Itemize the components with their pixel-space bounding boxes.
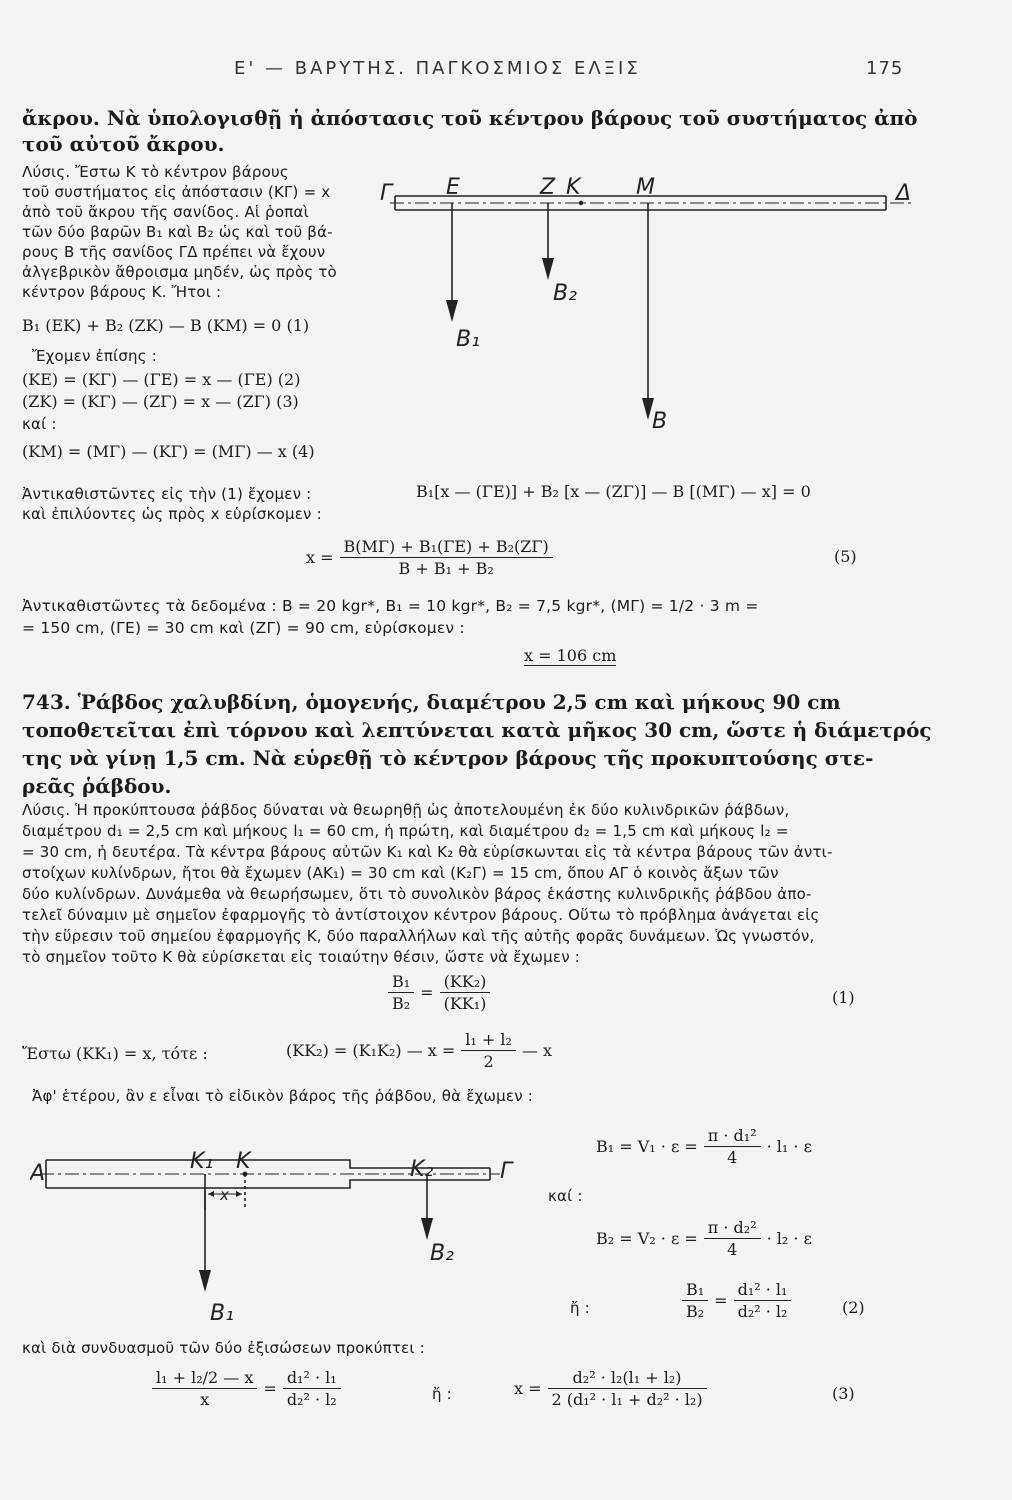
equation-1-number: (1) [832, 988, 855, 1007]
arrow-b1 [199, 1270, 211, 1292]
running-header: Ε' — ΒΑΡΥΤΗΣ. ΠΑΓΚΟΣΜΙΟΣ ΕΛΞΙΣ [234, 58, 641, 79]
label-d: Δ [896, 181, 912, 206]
q-den-left: B₂ [686, 1302, 705, 1321]
text-line: τὸ σημεῖον τοῦτο Κ θὰ εὑρίσκεται εἰς τοιαύτην θέσιν, ὥστε νὰ ἔχωμεν : [22, 948, 581, 966]
rod-diagram [30, 1148, 530, 1338]
given-values-1: Ἀντικαθιστῶντες τὰ δεδομένα : B = 20 kgr*, B₁ = 10 kgr*, B₂ = 7,5 kgr*, (ΜΓ) = 1/2 · 3 m = [22, 597, 759, 615]
b1-numerator: π · d₁² [704, 1126, 761, 1147]
equation-5-number: (5) [834, 547, 857, 566]
label-g: Γ [500, 1159, 513, 1184]
ratio-num-left: B₁ [388, 972, 414, 993]
b2-equation [596, 1218, 812, 1259]
solution-1-text [22, 162, 382, 302]
label-e: Ε [446, 175, 460, 200]
equation-5 [306, 532, 553, 582]
text-line: Λύσις. Ἡ προκύπτουσα ῥάβδος δύναται νὰ θεωρηθῇ ὡς ἀποτελουμένη ἐκ δύο κυλινδρικῶν ῥάβδων, [22, 801, 790, 819]
final-x-denominator: 2 (d₁² · l₁ + d₂² · l₂) [551, 1390, 703, 1409]
arrow-b2 [542, 258, 554, 280]
b2-numerator: π · d₂² [704, 1218, 761, 1239]
problem-743-line-4: ρεᾶς ῥάβδου. [22, 774, 172, 798]
solution-2-text [22, 800, 922, 968]
x-numerator: B(ΜΓ) + B₁(ΓΕ) + B₂(ΖΓ) [340, 537, 553, 558]
q-den-right: d₂² · l₂ [737, 1302, 788, 1321]
x-lhs: x = [306, 547, 334, 567]
intro-line-2: τοῦ αὐτοῦ ἄκρου. [22, 132, 225, 156]
final-x-numerator: d₂² · l₂(l₁ + l₂) [548, 1368, 707, 1389]
let-tail: — x [521, 1041, 553, 1060]
let-denominator: 2 [483, 1052, 494, 1071]
ratio-equation-1: $\frac{\text{B₁}}{\text{B₂}}$ = $\frac{\text{(ΚΚ₂)}}{\text{(ΚΚ₁)}}$ [388, 972, 490, 1013]
and-text: καί : [22, 415, 57, 433]
b2-denominator: 4 [727, 1240, 738, 1259]
label-m: Μ [636, 175, 655, 200]
b2-tail: · l₂ · ε [766, 1229, 812, 1248]
b1-equation [596, 1126, 812, 1167]
text-line: ἀλγεβρικὸν ἄθροισμα μηδέν, ὡς πρὸς τὸ [22, 263, 337, 281]
or-text: ἤ : [570, 1299, 590, 1317]
f-num-right: d₁² · l₁ [283, 1368, 341, 1389]
x-denominator: B + B₁ + B₂ [398, 558, 494, 578]
label-k2: K₂ [410, 1157, 434, 1182]
label-a: A [30, 1161, 46, 1186]
q-num-left: B₁ [682, 1280, 708, 1301]
equation-2: (ΚΕ) = (ΚΓ) — (ΓΕ) = x — (ΓΕ) (2) [22, 370, 301, 389]
page-number: 175 [866, 58, 904, 79]
b1-tail: · l₁ · ε [766, 1137, 812, 1156]
final-ratio-equation: $\frac{\text{l₁ + l₂/2 — x}}{x}$ = $\frac{\text{d₁² · l₁}}{\text{d₂² · l₂}}$ [152, 1368, 341, 1409]
ratio-den-left: B₂ [392, 994, 411, 1013]
equation-1: B₁ (ΕΚ) + B₂ (ΖΚ) — B (ΚΜ) = 0 (1) [22, 316, 310, 335]
label-b1: B₁ [210, 1301, 234, 1326]
f-den-left: x [200, 1390, 210, 1409]
equation-2-number: (2) [842, 1298, 865, 1317]
f-den-right: d₂² · l₂ [286, 1390, 337, 1409]
f-num-left: l₁ + l₂/2 — x [152, 1368, 257, 1389]
let-text: Ἔστω (ΚΚ₁) = x, τότε : [22, 1044, 208, 1063]
label-z: Ζ [540, 175, 556, 200]
or-text-2: ἤ : [432, 1385, 452, 1403]
text-line: ρους B τῆς σανίδος ΓΔ πρέπει νὰ ἔχουν [22, 243, 326, 261]
text-line: = 30 cm, ἡ δευτέρα. Τὰ κέντρα βάρους αὐτῶν Κ₁ καὶ Κ₂ θὰ εὑρίσκωνται εἰς τὰ κέντρα βάρους τῶν ἀντι- [22, 843, 833, 861]
problem-743-line-1: 743. Ῥάβδος χαλυβδίνη, ὁμογενής, διαμέτρου 2,5 cm καὶ μήκους 90 cm [22, 690, 841, 714]
ratio-num-right: (ΚΚ₂) [440, 972, 491, 993]
label-b2: B₂ [553, 281, 577, 306]
text-line: τὴν εὕρεσιν τοῦ σημείου ἐφαρμογῆς Κ, δύο παραλλήλων καὶ τῆς αὐτῆς φορᾶς δυνάμεων. Ὡς γνωστόν, [22, 927, 815, 945]
text-line: ἀπὸ τοῦ ἄκρου τῆς σανίδος. Αἱ ῥοπαὶ [22, 203, 309, 221]
text-line: στοίχων κυλίνδρων, ἤτοι θὰ ἔχωμεν (ΑΚ₁) = 30 cm καὶ (Κ₂Γ) = 15 cm, ὅπου ΑΓ ὁ κοινὸς ἄξων τῶν [22, 864, 779, 882]
final-x-lhs: x = [514, 1379, 542, 1398]
ratio-equation-2: $\frac{\text{B₁}}{\text{B₂}}$ = $\frac{\text{d₁² · l₁}}{\text{d₂² · l₂}}$ [682, 1280, 791, 1321]
let-numerator: l₁ + l₂ [461, 1030, 516, 1051]
problem-743-line-2: τοποθετεῖται ἐπὶ τόρνου καὶ λεπτύνεται κατὰ μῆκος 30 cm, ὥστε ἡ διάμετρός [22, 718, 932, 742]
also-text: Ἔχομεν ἐπίσης : [32, 347, 157, 365]
plank-diagram [380, 170, 920, 440]
text-line: διαμέτρου d₁ = 2,5 cm καὶ μήκους l₁ = 60 cm, ἡ πρώτη, καὶ διαμέτρου d₂ = 1,5 cm καὶ μήκους l₂ = [22, 822, 789, 840]
combine-text: καὶ διὰ συνδυασμοῦ τῶν δύο ἐξισώσεων προκύπτει : [22, 1339, 425, 1357]
label-g: Γ [380, 181, 393, 206]
equation-3: (ΖΚ) = (ΚΓ) — (ΖΓ) = x — (ΖΓ) (3) [22, 392, 299, 411]
label-b1: B₁ [456, 327, 480, 352]
q-num-right: d₁² · l₁ [734, 1280, 792, 1301]
problem-743-line-3: της νὰ γίνῃ 1,5 cm. Νὰ εὑρεθῇ τὸ κέντρον βάρους τῆς προκυπτούσης στε- [22, 746, 874, 770]
intro-line-1: ἄκρου. Νὰ ὑπολογισθῇ ἡ ἀπόστασις τοῦ κέντρου βάρους τοῦ συστήματος ἀπὸ [22, 106, 918, 130]
ratio-den-right: (ΚΚ₁) [443, 994, 487, 1013]
label-k1: K₁ [190, 1149, 214, 1174]
label-k: K [236, 1149, 251, 1174]
label-x: x [220, 1186, 229, 1204]
text-line: κέντρον βάρους Κ. Ἤτοι : [22, 283, 222, 301]
result-1: x = 106 cm [524, 646, 617, 665]
text-line: Λύσις. Ἔστω Κ τὸ κέντρον βάρους [22, 163, 289, 181]
arrow-b2 [421, 1218, 433, 1240]
let-lhs: (ΚΚ₂) = (Κ₁Κ₂) — x = [286, 1041, 456, 1060]
let-equation [286, 1030, 552, 1071]
given-values-2: = 150 cm, (ΓΕ) = 30 cm καὶ (ΖΓ) = 90 cm, εὑρίσκομεν : [22, 619, 465, 637]
arrow-b1 [446, 300, 458, 322]
text-line: τοῦ συστήματος εἰς ἀπόστασιν (ΚΓ) = x [22, 183, 331, 201]
final-x-equation [514, 1368, 707, 1409]
substitution-text: Ἀντικαθιστῶντες εἰς τὴν (1) ἔχομεν : [22, 485, 312, 503]
text-line: τελεῖ δύναμιν μὲ σημεῖον ἐφαρμογῆς τὸ ἀντίστοιχον κέντρον βάρους. Οὕτω τὸ πρόβλημα ἀνάγεται εἰς [22, 906, 820, 924]
text-line: δύο κυλίνδρων. Δυνάμεθα νὰ θεωρήσωμεν, ὅτι τὸ συνολικὸν βάρος ἑκάστης κυλινδρικῆς ῥάβδου ἀπο- [22, 885, 812, 903]
other-hand-text: Ἀφ' ἑτέρου, ἂν ε εἶναι τὸ εἰδικὸν βάρος τῆς ῥάβδου, θὰ ἔχωμεν : [32, 1087, 534, 1105]
label-b: B [652, 409, 668, 434]
text-line: τῶν δύο βαρῶν B₁ καὶ B₂ ὡς καὶ τοῦ βά- [22, 223, 333, 241]
label-k: Κ [566, 175, 581, 200]
equation-4: (ΚΜ) = (ΜΓ) — (ΚΓ) = (ΜΓ) — x (4) [22, 442, 315, 461]
b1-lhs: B₁ = V₁ · ε = [596, 1137, 698, 1156]
point-k [579, 201, 583, 205]
label-b2: B₂ [430, 1241, 454, 1266]
b1-denominator: 4 [727, 1148, 738, 1167]
equation-3-number: (3) [832, 1384, 855, 1403]
substitution-equation: B₁[x — (ΓΕ)] + B₂ [x — (ΖΓ)] — B [(ΜΓ) — x] = 0 [416, 482, 811, 501]
solving-text: καὶ ἐπιλύοντες ὡς πρὸς x εὑρίσκομεν : [22, 505, 322, 523]
and-text-2: καί : [548, 1187, 583, 1205]
b2-lhs: B₂ = V₂ · ε = [596, 1229, 698, 1248]
